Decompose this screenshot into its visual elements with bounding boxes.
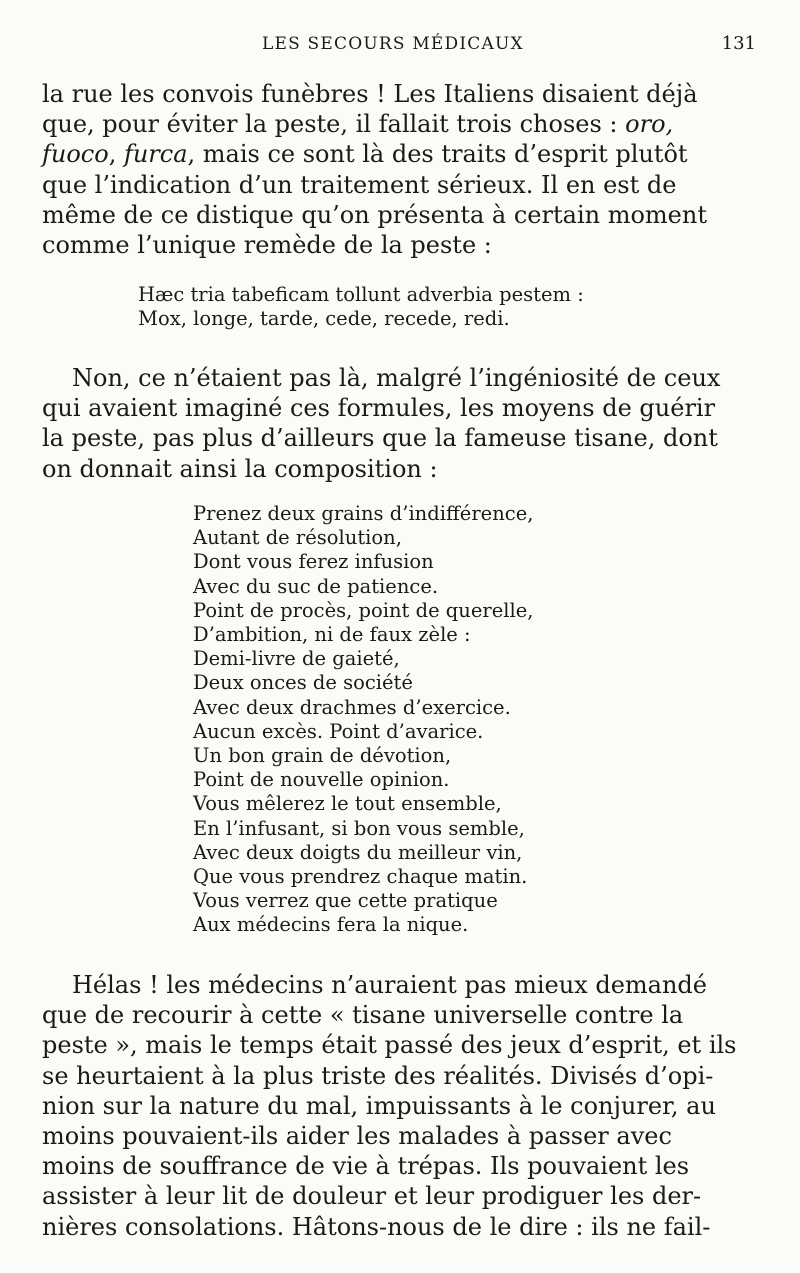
text-line: que l’indication d’un traitement sérieux. Il en est de (42, 170, 677, 199)
text-line: assister à leur lit de douleur et leur prodiguer les der- (42, 1182, 702, 1211)
recipe-poem (193, 502, 533, 938)
verse-line: Aux médecins fera la nique. (193, 913, 469, 937)
italic-word: oro, (625, 110, 674, 139)
verse-line: Prenez deux grains d’indifférence, (193, 502, 534, 525)
verse-line: Demi-livre de gaieté, (193, 647, 400, 671)
verse-line: Que vous prendrez chaque matin. (193, 865, 528, 889)
text-line: la peste, pas plus d’ailleurs que la fameuse tisane, dont (42, 424, 718, 453)
italic-word: fuoco (42, 140, 109, 169)
verse-line: Point de procès, point de querelle, (193, 598, 534, 622)
verse-line: Autant de résolution, (193, 526, 402, 550)
text-line: moins de souffrance de vie à trépas. Ils pouvaient les (42, 1152, 690, 1181)
page-number: 131 (721, 33, 756, 54)
verse-line: Vous verrez que cette pratique (193, 889, 498, 913)
text-line: nion sur la nature du mal, impuissants à le conjurer, au (42, 1091, 716, 1120)
verse-line: D’ambition, ni de faux zèle : (193, 623, 471, 647)
text-line: comme l’unique remède de la peste : (42, 231, 492, 260)
text-line: se heurtaient à la plus triste des réalités. Divisés d’opi- (42, 1061, 714, 1090)
verse-line: Dont vous ferez infusion (193, 550, 434, 574)
running-head: LES SECOURS MÉDICAUX (262, 34, 524, 54)
text-line: peste », mais le temps était passé des jeux d’esprit, et ils (42, 1031, 737, 1060)
verse-line: Avec deux doigts du meilleur vin, (193, 840, 523, 864)
verse-line: Aucun excès. Point d’avarice. (193, 719, 484, 743)
text-line: que, pour éviter la peste, il fallait trois choses : oro, (42, 110, 674, 139)
paragraph-1 (42, 79, 758, 260)
verse-line: Avec deux drachmes d’exercice. (193, 695, 511, 719)
verse-line: Vous mêlerez le tout ensemble, (193, 792, 502, 816)
text-line: fuoco, furca, mais ce sont là des traits d’esprit plutôt (42, 140, 688, 169)
verse-line: Avec du suc de patience. (193, 574, 439, 598)
verse-line: Mox, longe, tarde, cede, recede, redi. (138, 307, 510, 330)
text-line: on donnait ainsi la composition : (42, 454, 438, 483)
text-line: qui avaient imaginé ces formules, les moyens de guérir (42, 394, 716, 423)
verse-line: En l’infusant, si bon vous semble, (193, 816, 525, 840)
text-line: nières consolations. Hâtons-nous de le dire : ils ne fail- (42, 1212, 711, 1241)
verse-line: Un bon grain de dévotion, (193, 744, 452, 768)
italic-word: furca (123, 140, 188, 169)
verse-line: Hæc tria tabeficam tollunt adverbia pestem : (138, 283, 584, 306)
text-line: Non, ce n’étaient pas là, malgré l’ingéniosité de ceux (72, 364, 721, 392)
verse-line: Deux onces de société (193, 671, 413, 695)
text-line: même de ce distique qu’on présenta à certain moment (42, 200, 707, 229)
latin-distich (138, 283, 584, 331)
text-line: moins pouvaient-ils aider les malades à passer avec (42, 1122, 672, 1151)
text-line: que de recourir à cette « tisane universelle contre la (42, 1001, 684, 1030)
text-line: Hélas ! les médecins n’auraient pas mieux demandé (72, 971, 707, 999)
paragraph-3 (42, 970, 758, 1242)
verse-line: Point de nouvelle opinion. (193, 768, 450, 792)
text-line: la rue les convois funèbres ! Les Italiens disaient déjà (42, 80, 698, 108)
paragraph-2 (42, 363, 758, 484)
